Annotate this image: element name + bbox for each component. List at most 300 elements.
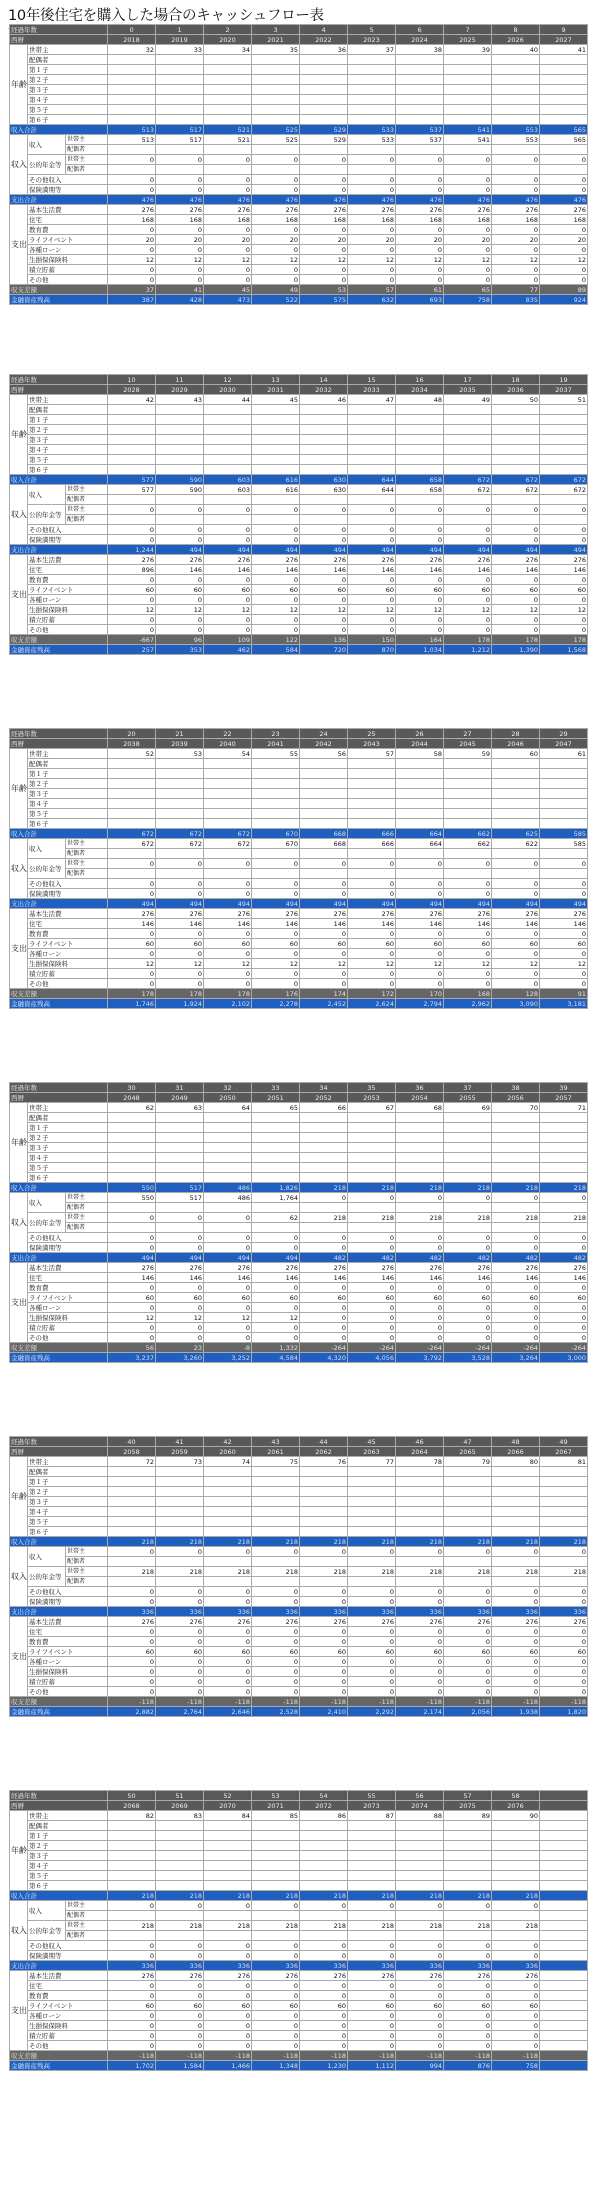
age-cell <box>204 1841 252 1851</box>
age-cell <box>204 75 252 85</box>
expense-cell: 0 <box>108 225 156 235</box>
expense-cell: 0 <box>204 1991 252 2001</box>
age-cell <box>444 1841 492 1851</box>
balance-cell: 41 <box>156 285 204 295</box>
expense-cell: 0 <box>348 2031 396 2041</box>
income-cell: 0 <box>300 1951 348 1961</box>
age-cell <box>540 759 588 769</box>
expense-cell: 0 <box>156 1687 204 1697</box>
expense-cell: 146 <box>300 565 348 575</box>
age-row-label: 世帯主 <box>28 1457 108 1467</box>
income-cell: 218 <box>444 1921 492 1931</box>
age-cell <box>444 445 492 455</box>
income-cell: 0 <box>156 175 204 185</box>
age-cell <box>348 455 396 465</box>
age-cell <box>444 1133 492 1143</box>
age-cell <box>348 105 396 115</box>
age-cell <box>300 1527 348 1537</box>
elapsed-cell: 28 <box>492 729 540 739</box>
age-cell <box>348 1153 396 1163</box>
age-cell <box>156 1861 204 1871</box>
income-cell: 0 <box>108 525 156 535</box>
age-cell <box>108 1123 156 1133</box>
income-cell: 218 <box>348 1921 396 1931</box>
balance-cell: -264 <box>396 1343 444 1353</box>
expense-cell: 60 <box>300 2001 348 2011</box>
balance-cell: 172 <box>348 989 396 999</box>
age-cell <box>540 1487 588 1497</box>
assets-cell: 1,584 <box>156 2061 204 2071</box>
expense-item-label: その他 <box>28 275 108 285</box>
age-cell <box>300 445 348 455</box>
income-cell: 0 <box>156 889 204 899</box>
age-cell <box>492 65 540 75</box>
income-cell: 0 <box>444 879 492 889</box>
age-cell: 64 <box>204 1103 252 1113</box>
income-cell: 658 <box>396 485 444 495</box>
income-cell <box>204 1203 252 1213</box>
year-cell: 2035 <box>444 385 492 395</box>
age-cell <box>492 455 540 465</box>
age-cell <box>540 789 588 799</box>
age-cell <box>492 1487 540 1497</box>
income-cell <box>396 145 444 155</box>
income-cell: 0 <box>156 155 204 165</box>
elapsed-cell: 44 <box>300 1437 348 1447</box>
income-cell: 218 <box>444 1213 492 1223</box>
age-row-label: 第４子 <box>28 1507 108 1517</box>
age-cell <box>348 809 396 819</box>
age-cell <box>108 85 156 95</box>
balance-cell: -118 <box>348 1697 396 1707</box>
income-cell <box>108 145 156 155</box>
age-cell <box>252 455 300 465</box>
age-cell <box>252 445 300 455</box>
age-cell <box>204 1881 252 1891</box>
expense-cell: 0 <box>300 2011 348 2021</box>
income-cell: 218 <box>540 1567 588 1577</box>
age-cell: 82 <box>108 1811 156 1821</box>
income-cell: 218 <box>156 1921 204 1931</box>
age-cell: 47 <box>348 395 396 405</box>
expense-total-label: 支出合計 <box>10 195 108 205</box>
expense-group-label: 支出 <box>10 909 28 989</box>
expense-cell: 0 <box>396 2041 444 2051</box>
balance-cell: -118 <box>348 2051 396 2061</box>
age-cell <box>492 105 540 115</box>
year-cell: 2037 <box>540 385 588 395</box>
expense-cell: 0 <box>444 615 492 625</box>
expense-cell: 20 <box>252 235 300 245</box>
income-cell <box>204 849 252 859</box>
balance-cell: -118 <box>204 1697 252 1707</box>
age-cell <box>444 405 492 415</box>
age-cell <box>252 75 300 85</box>
income-cell <box>348 1557 396 1567</box>
expense-cell: 60 <box>156 1293 204 1303</box>
expense-cell: 0 <box>156 2011 204 2021</box>
age-group-label: 年齢 <box>10 395 28 475</box>
expense-total-cell: 494 <box>156 545 204 555</box>
age-cell <box>156 1133 204 1143</box>
age-cell <box>348 789 396 799</box>
assets-label: 金融資産残高 <box>10 1353 108 1363</box>
elapsed-cell: 56 <box>396 1791 444 1801</box>
expense-row <box>10 979 588 989</box>
expense-cell: 0 <box>348 969 396 979</box>
age-cell <box>396 95 444 105</box>
balance-row <box>10 1697 588 1707</box>
elapsed-cell: 50 <box>108 1791 156 1801</box>
expense-row <box>10 1647 588 1657</box>
expense-cell: 0 <box>348 275 396 285</box>
expense-cell: 0 <box>444 1637 492 1647</box>
income-cell <box>492 165 540 175</box>
expense-cell: 0 <box>348 1667 396 1677</box>
expense-cell: 60 <box>444 1293 492 1303</box>
age-cell <box>300 1517 348 1527</box>
assets-label: 金融資産残高 <box>10 1707 108 1717</box>
income-cell: 537 <box>396 135 444 145</box>
income-cell: 0 <box>156 1587 204 1597</box>
income-cell: 0 <box>108 859 156 869</box>
income-cell: 0 <box>492 1243 540 1253</box>
age-row-label: 第２子 <box>28 75 108 85</box>
age-cell <box>492 1841 540 1851</box>
expense-cell: 0 <box>108 2011 156 2021</box>
income-type-label: その他収入 <box>28 175 108 185</box>
expense-cell: 0 <box>108 1981 156 1991</box>
age-row <box>10 465 588 475</box>
elapsed-cell: 43 <box>252 1437 300 1447</box>
expense-cell: 0 <box>204 265 252 275</box>
expense-cell: 276 <box>156 205 204 215</box>
expense-cell: 276 <box>492 1971 540 1981</box>
year-cell: 2071 <box>252 1801 300 1811</box>
income-row <box>10 155 588 165</box>
elapsed-cell: 5 <box>348 25 396 35</box>
elapsed-cell: 36 <box>396 1083 444 1093</box>
income-total-cell: 218 <box>540 1537 588 1547</box>
balance-cell: -264 <box>348 1343 396 1353</box>
income-cell: 0 <box>444 1941 492 1951</box>
expense-cell: 60 <box>252 585 300 595</box>
expense-cell: 146 <box>396 565 444 575</box>
income-cell <box>252 515 300 525</box>
income-row <box>10 1587 588 1597</box>
expense-total-cell: 336 <box>444 1607 492 1617</box>
expense-cell: 0 <box>252 1303 300 1313</box>
expense-row <box>10 919 588 929</box>
year-cell: 2047 <box>540 739 588 749</box>
age-cell <box>156 809 204 819</box>
age-cell <box>492 789 540 799</box>
age-cell <box>300 1123 348 1133</box>
age-cell <box>396 779 444 789</box>
income-cell <box>300 145 348 155</box>
expense-row <box>10 1657 588 1667</box>
expense-cell: 0 <box>300 615 348 625</box>
age-cell <box>444 1467 492 1477</box>
expense-item-label: ライフイベント <box>28 939 108 949</box>
income-total-cell: 533 <box>348 125 396 135</box>
income-cell: 0 <box>156 1233 204 1243</box>
expense-cell: 0 <box>300 1687 348 1697</box>
elapsed-cell: 38 <box>492 1083 540 1093</box>
expense-cell: 60 <box>540 939 588 949</box>
expense-cell: 0 <box>540 1323 588 1333</box>
income-cell <box>204 515 252 525</box>
income-cell <box>540 1931 588 1941</box>
expense-cell: 60 <box>204 1647 252 1657</box>
assets-cell <box>540 2061 588 2071</box>
age-cell <box>252 415 300 425</box>
age-cell <box>300 1113 348 1123</box>
age-cell <box>204 105 252 115</box>
expense-total-cell: 494 <box>348 545 396 555</box>
age-row-label: 第１子 <box>28 1831 108 1841</box>
income-total-cell: 218 <box>492 1537 540 1547</box>
expense-cell: 0 <box>540 275 588 285</box>
age-cell <box>204 1831 252 1841</box>
income-cell: 0 <box>444 1193 492 1203</box>
expense-cell: 0 <box>204 245 252 255</box>
age-cell <box>204 1871 252 1881</box>
expense-cell: 0 <box>108 575 156 585</box>
assets-cell: 1,568 <box>540 645 588 655</box>
assets-cell: 387 <box>108 295 156 305</box>
expense-cell: 60 <box>156 1647 204 1657</box>
income-type-label: 保険満期等 <box>28 889 108 899</box>
age-row <box>10 1821 588 1831</box>
expense-item-label: ライフイベント <box>28 2001 108 2011</box>
assets-cell: 1,820 <box>540 1707 588 1717</box>
income-total-label: 収入合計 <box>10 125 108 135</box>
age-row-label: 世帯主 <box>28 45 108 55</box>
income-total-cell: 590 <box>156 475 204 485</box>
age-row-label: 第２子 <box>28 1133 108 1143</box>
expense-cell: 0 <box>492 1667 540 1677</box>
age-row-label: 第５子 <box>28 809 108 819</box>
age-cell <box>444 1507 492 1517</box>
balance-cell: -118 <box>204 2051 252 2061</box>
assets-cell: 2,410 <box>300 1707 348 1717</box>
income-cell: 0 <box>348 1547 396 1557</box>
elapsed-cell: 30 <box>108 1083 156 1093</box>
age-row-label: 第４子 <box>28 95 108 105</box>
age-cell <box>444 1831 492 1841</box>
income-row <box>10 1557 588 1567</box>
income-total-cell: 668 <box>300 829 348 839</box>
expense-item-label: 住宅 <box>28 215 108 225</box>
income-row <box>10 879 588 889</box>
balance-cell: 45 <box>204 285 252 295</box>
income-cell <box>396 849 444 859</box>
age-cell <box>204 1487 252 1497</box>
income-total-cell: 644 <box>348 475 396 485</box>
expense-cell: 0 <box>348 949 396 959</box>
expense-cell: 12 <box>204 1313 252 1323</box>
expense-cell: 0 <box>156 1667 204 1677</box>
age-cell <box>492 1821 540 1831</box>
age-row-label: 第３子 <box>28 1143 108 1153</box>
income-total-cell: 218 <box>252 1891 300 1901</box>
age-cell <box>540 1821 588 1831</box>
income-cell <box>300 1911 348 1921</box>
income-total-cell: 218 <box>540 1183 588 1193</box>
income-person-label: 世帯主 <box>66 485 108 495</box>
income-type-label: 公的年金等 <box>28 859 66 879</box>
age-cell <box>540 1841 588 1851</box>
income-cell <box>300 515 348 525</box>
income-cell: 0 <box>252 1941 300 1951</box>
expense-total-cell: 476 <box>156 195 204 205</box>
expense-cell: 60 <box>444 585 492 595</box>
age-cell <box>492 1851 540 1861</box>
expense-cell: 276 <box>396 1263 444 1273</box>
income-cell: 0 <box>252 175 300 185</box>
expense-total-cell: 494 <box>300 545 348 555</box>
expense-cell: 0 <box>396 969 444 979</box>
assets-cell: 4,584 <box>252 1353 300 1363</box>
assets-cell: 4,056 <box>348 1353 396 1363</box>
age-cell <box>444 455 492 465</box>
age-group-label: 年齢 <box>10 1811 28 1891</box>
income-row <box>10 1223 588 1233</box>
age-cell <box>108 1517 156 1527</box>
income-cell <box>348 849 396 859</box>
expense-item-label: その他 <box>28 1687 108 1697</box>
age-cell <box>108 1143 156 1153</box>
income-cell: 0 <box>492 1951 540 1961</box>
age-cell <box>444 115 492 125</box>
income-total-cell: 218 <box>204 1891 252 1901</box>
age-cell <box>156 115 204 125</box>
cashflow-table <box>9 728 588 1009</box>
expense-cell: 60 <box>444 2001 492 2011</box>
age-cell <box>156 1527 204 1537</box>
expense-item-label: ライフイベント <box>28 585 108 595</box>
income-type-label: その他収入 <box>28 1233 108 1243</box>
expense-cell: 276 <box>396 1617 444 1627</box>
age-cell <box>252 95 300 105</box>
income-cell <box>156 869 204 879</box>
expense-total-cell: 336 <box>396 1961 444 1971</box>
income-cell <box>540 1577 588 1587</box>
elapsed-cell: 10 <box>108 375 156 385</box>
expense-total-cell: 494 <box>492 545 540 555</box>
income-person-label: 配偶者 <box>66 869 108 879</box>
expense-cell: 0 <box>300 1667 348 1677</box>
age-cell: 73 <box>156 1457 204 1467</box>
year-cell: 2051 <box>252 1093 300 1103</box>
age-cell <box>252 465 300 475</box>
expense-cell: 0 <box>396 1333 444 1343</box>
age-cell <box>300 115 348 125</box>
age-cell <box>300 455 348 465</box>
expense-row <box>10 1303 588 1313</box>
expense-cell: 0 <box>396 1677 444 1687</box>
age-cell <box>156 1163 204 1173</box>
expense-cell: 276 <box>348 1971 396 1981</box>
balance-label: 収支差額 <box>10 285 108 295</box>
age-cell: 90 <box>492 1811 540 1821</box>
age-cell <box>156 1831 204 1841</box>
age-cell <box>492 799 540 809</box>
expense-cell: 0 <box>300 265 348 275</box>
income-cell: 668 <box>300 839 348 849</box>
income-cell <box>492 145 540 155</box>
income-cell <box>108 1931 156 1941</box>
expense-row <box>10 255 588 265</box>
income-cell: 0 <box>492 185 540 195</box>
age-cell <box>396 1123 444 1133</box>
income-cell: 0 <box>492 535 540 545</box>
income-total-cell: 664 <box>396 829 444 839</box>
age-cell <box>396 1821 444 1831</box>
expense-cell: 146 <box>300 919 348 929</box>
income-row <box>10 1931 588 1941</box>
income-total-cell: 565 <box>540 125 588 135</box>
age-cell <box>108 115 156 125</box>
age-row <box>10 55 588 65</box>
age-cell <box>252 55 300 65</box>
income-cell <box>252 869 300 879</box>
expense-total-cell: 1,244 <box>108 545 156 555</box>
income-total-row <box>10 1183 588 1193</box>
age-cell <box>252 779 300 789</box>
income-total-cell: 218 <box>444 1891 492 1901</box>
age-cell <box>300 1497 348 1507</box>
expense-cell: 0 <box>252 575 300 585</box>
age-cell <box>204 115 252 125</box>
income-cell: 672 <box>204 839 252 849</box>
header-row-elapsed <box>10 375 588 385</box>
age-cell <box>444 789 492 799</box>
assets-cell: 2,292 <box>348 1707 396 1717</box>
age-cell <box>396 799 444 809</box>
expense-cell: 60 <box>348 939 396 949</box>
expense-cell: 0 <box>396 979 444 989</box>
balance-cell: 57 <box>348 285 396 295</box>
expense-cell: 276 <box>156 1971 204 1981</box>
age-cell <box>108 819 156 829</box>
income-cell: 0 <box>444 185 492 195</box>
cashflow-block <box>9 374 587 655</box>
expense-cell: 0 <box>348 1657 396 1667</box>
expense-row <box>10 1677 588 1687</box>
age-cell <box>540 435 588 445</box>
expense-cell: 0 <box>252 1637 300 1647</box>
age-row <box>10 395 588 405</box>
expense-cell: 0 <box>156 575 204 585</box>
income-cell: 0 <box>300 155 348 165</box>
expense-total-cell: 476 <box>540 195 588 205</box>
expense-cell: 0 <box>252 1283 300 1293</box>
year-cell: 2030 <box>204 385 252 395</box>
income-cell: 603 <box>204 485 252 495</box>
year-cell: 2022 <box>300 35 348 45</box>
income-cell <box>108 1557 156 1567</box>
age-cell <box>204 1477 252 1487</box>
expense-group-label: 支出 <box>10 1617 28 1697</box>
expense-cell: 0 <box>396 265 444 275</box>
expense-cell: 0 <box>300 1981 348 1991</box>
assets-row <box>10 1353 588 1363</box>
age-cell <box>396 65 444 75</box>
income-cell: 664 <box>396 839 444 849</box>
year-cell: 2068 <box>108 1801 156 1811</box>
